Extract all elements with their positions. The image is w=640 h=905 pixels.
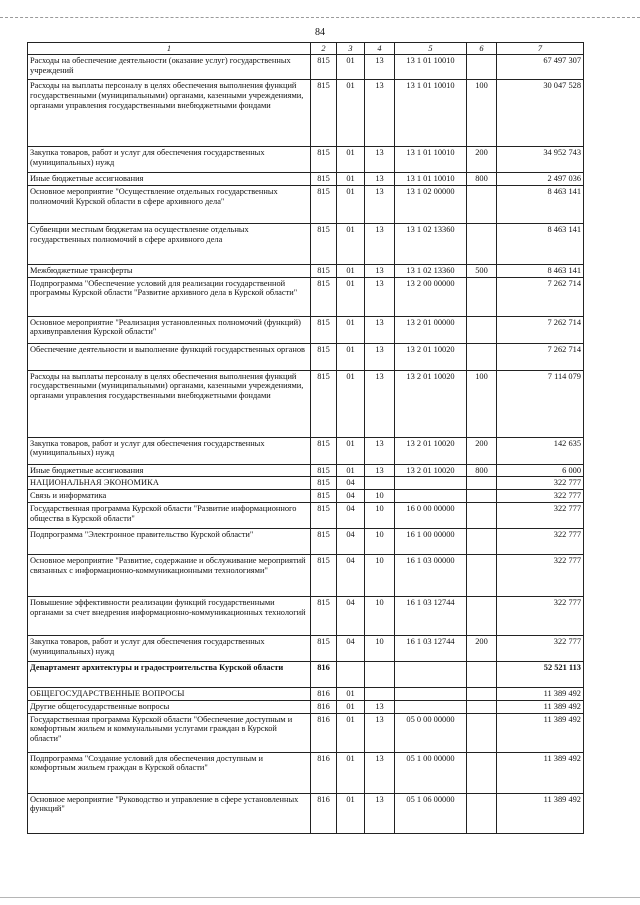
row-amount: 34 952 743	[497, 147, 584, 173]
row-amount: 11 389 492	[497, 687, 584, 700]
row-name: Другие общегосударственные вопросы	[28, 700, 311, 713]
row-target-article: 05 1 06 00000	[395, 793, 467, 833]
row-target-article: 16 1 03 12744	[395, 635, 467, 661]
row-section-code: 04	[337, 502, 365, 528]
header-cell-1: 1	[28, 43, 311, 55]
table-row	[28, 661, 584, 687]
row-target-article	[395, 700, 467, 713]
row-ministry-code: 815	[311, 477, 337, 490]
row-subsection-code: 10	[365, 528, 395, 554]
row-amount: 30 047 528	[497, 80, 584, 147]
row-expense-type	[467, 55, 497, 80]
row-section-code: 01	[337, 223, 365, 264]
row-section-code: 01	[337, 185, 365, 223]
table-row	[28, 490, 584, 503]
table-row	[28, 80, 584, 147]
row-target-article	[395, 661, 467, 687]
row-expense-type	[467, 223, 497, 264]
row-ministry-code: 815	[311, 147, 337, 173]
row-ministry-code: 815	[311, 264, 337, 277]
table-row	[28, 528, 584, 554]
row-name: Основное мероприятие "Развитие, содержание и обслуживание мероприятий связанных с информационно-коммуникационными технологиями"	[28, 554, 311, 596]
row-amount: 322 777	[497, 490, 584, 503]
row-name: Основное мероприятие "Осуществление отдельных государственных полномочий Курской области в сфере архивного дела"	[28, 185, 311, 223]
row-section-code: 01	[337, 173, 365, 186]
row-expense-type	[467, 554, 497, 596]
row-amount: 322 777	[497, 635, 584, 661]
row-section-code: 01	[337, 316, 365, 343]
row-section-code: 01	[337, 55, 365, 80]
row-expense-type	[467, 343, 497, 370]
row-subsection-code: 13	[365, 316, 395, 343]
row-ministry-code: 816	[311, 687, 337, 700]
row-target-article: 13 2 01 00000	[395, 316, 467, 343]
row-section-code: 04	[337, 635, 365, 661]
row-name: Расходы на обеспечение деятельности (оказание услуг) государственных учреждений	[28, 55, 311, 80]
row-section-code: 01	[337, 713, 365, 752]
row-subsection-code: 13	[365, 173, 395, 186]
row-ministry-code: 815	[311, 80, 337, 147]
row-subsection-code: 10	[365, 635, 395, 661]
row-ministry-code: 815	[311, 173, 337, 186]
row-section-code: 01	[337, 343, 365, 370]
row-subsection-code: 10	[365, 554, 395, 596]
row-subsection-code: 10	[365, 596, 395, 635]
header-row	[28, 43, 584, 55]
row-target-article	[395, 490, 467, 503]
row-subsection-code: 13	[365, 752, 395, 793]
row-expense-type: 100	[467, 370, 497, 437]
row-expense-type	[467, 316, 497, 343]
row-target-article: 16 1 00 00000	[395, 528, 467, 554]
row-subsection-code	[365, 661, 395, 687]
row-subsection-code: 13	[365, 793, 395, 833]
row-name: Подпрограмма "Создание условий для обеспечения доступным и комфортным жильем граждан в Курской области"	[28, 752, 311, 793]
row-subsection-code: 13	[365, 185, 395, 223]
row-amount: 67 497 307	[497, 55, 584, 80]
table-row	[28, 502, 584, 528]
row-amount: 11 389 492	[497, 793, 584, 833]
row-expense-type	[467, 596, 497, 635]
row-ministry-code: 815	[311, 437, 337, 464]
row-section-code: 01	[337, 437, 365, 464]
row-amount: 52 521 113	[497, 661, 584, 687]
row-target-article: 16 1 03 12744	[395, 596, 467, 635]
row-subsection-code: 13	[365, 277, 395, 316]
row-name: Департамент архитектуры и градостроительства Курской области	[28, 661, 311, 687]
row-target-article: 05 1 00 00000	[395, 752, 467, 793]
header-cell-3: 3	[337, 43, 365, 55]
header-cell-4: 4	[365, 43, 395, 55]
row-expense-type	[467, 490, 497, 503]
row-name: Обеспечение деятельности и выполнение функций государственных органов	[28, 343, 311, 370]
row-expense-type	[467, 793, 497, 833]
row-section-code: 01	[337, 370, 365, 437]
row-amount: 2 497 036	[497, 173, 584, 186]
row-section-code: 04	[337, 528, 365, 554]
row-subsection-code: 13	[365, 264, 395, 277]
table-row	[28, 55, 584, 80]
row-subsection-code: 13	[365, 223, 395, 264]
row-subsection-code: 13	[365, 80, 395, 147]
row-target-article: 13 2 01 10020	[395, 370, 467, 437]
row-name: Иные бюджетные ассигнования	[28, 173, 311, 186]
row-expense-type: 200	[467, 437, 497, 464]
row-expense-type: 500	[467, 264, 497, 277]
row-expense-type	[467, 713, 497, 752]
row-ministry-code: 816	[311, 700, 337, 713]
row-expense-type	[467, 477, 497, 490]
row-amount: 322 777	[497, 502, 584, 528]
table-row	[28, 370, 584, 437]
row-name: ОБЩЕГОСУДАРСТВЕННЫЕ ВОПРОСЫ	[28, 687, 311, 700]
row-ministry-code: 815	[311, 185, 337, 223]
row-section-code: 01	[337, 700, 365, 713]
row-ministry-code: 815	[311, 223, 337, 264]
row-section-code: 01	[337, 793, 365, 833]
row-amount: 322 777	[497, 596, 584, 635]
table-row	[28, 554, 584, 596]
row-ministry-code: 815	[311, 554, 337, 596]
row-name: Подпрограмма "Обеспечение условий для реализации государственной программы Курской области "Развитие архивного дела в Курской области"	[28, 277, 311, 316]
table-row	[28, 464, 584, 477]
row-target-article: 13 1 01 10010	[395, 173, 467, 186]
row-subsection-code: 13	[365, 147, 395, 173]
row-amount: 7 262 714	[497, 316, 584, 343]
row-amount: 7 262 714	[497, 277, 584, 316]
header-cell-6: 6	[467, 43, 497, 55]
row-target-article: 13 2 01 10020	[395, 464, 467, 477]
row-amount: 8 463 141	[497, 185, 584, 223]
row-subsection-code: 13	[365, 437, 395, 464]
row-target-article: 13 2 01 10020	[395, 343, 467, 370]
table-row	[28, 185, 584, 223]
row-amount: 6 000	[497, 464, 584, 477]
row-ministry-code: 816	[311, 752, 337, 793]
row-ministry-code: 815	[311, 502, 337, 528]
row-expense-type: 200	[467, 147, 497, 173]
row-subsection-code: 13	[365, 464, 395, 477]
row-ministry-code: 815	[311, 490, 337, 503]
row-ministry-code: 815	[311, 528, 337, 554]
table-row	[28, 437, 584, 464]
row-expense-type	[467, 185, 497, 223]
row-target-article: 13 1 02 00000	[395, 185, 467, 223]
row-name: Иные бюджетные ассигнования	[28, 464, 311, 477]
scan-edge-bottom	[0, 897, 640, 898]
row-section-code: 04	[337, 554, 365, 596]
row-subsection-code	[365, 477, 395, 490]
row-target-article	[395, 687, 467, 700]
row-target-article: 16 0 00 00000	[395, 502, 467, 528]
row-amount: 322 777	[497, 554, 584, 596]
row-section-code: 01	[337, 264, 365, 277]
budget-table	[27, 42, 584, 834]
row-name: Закупка товаров, работ и услуг для обеспечения государственных (муниципальных) нужд	[28, 437, 311, 464]
row-ministry-code: 816	[311, 661, 337, 687]
table-row	[28, 264, 584, 277]
row-subsection-code	[365, 687, 395, 700]
row-section-code: 01	[337, 277, 365, 316]
row-name: Субвенции местным бюджетам на осуществление отдельных государственных полномочий в сфере архивного дела	[28, 223, 311, 264]
row-section-code: 01	[337, 464, 365, 477]
row-amount: 11 389 492	[497, 713, 584, 752]
row-name: НАЦИОНАЛЬНАЯ ЭКОНОМИКА	[28, 477, 311, 490]
row-section-code: 01	[337, 752, 365, 793]
row-ministry-code: 816	[311, 713, 337, 752]
row-section-code: 04	[337, 596, 365, 635]
table-row	[28, 793, 584, 833]
row-amount: 11 389 492	[497, 752, 584, 793]
row-name: Государственная программа Курской области "Обеспечение доступным и комфортным жильем и коммунальными услугами граждан в Курской области"	[28, 713, 311, 752]
row-section-code: 01	[337, 80, 365, 147]
row-target-article: 05 0 00 00000	[395, 713, 467, 752]
row-ministry-code: 815	[311, 370, 337, 437]
header-cell-5: 5	[395, 43, 467, 55]
header-cell-7: 7	[497, 43, 584, 55]
row-subsection-code: 13	[365, 343, 395, 370]
row-ministry-code: 815	[311, 343, 337, 370]
row-section-code: 04	[337, 490, 365, 503]
row-name: Подпрограмма "Электронное правительство Курской области"	[28, 528, 311, 554]
row-expense-type	[467, 277, 497, 316]
header-cell-2: 2	[311, 43, 337, 55]
table-row	[28, 596, 584, 635]
table-row	[28, 713, 584, 752]
row-expense-type: 200	[467, 635, 497, 661]
row-amount: 11 389 492	[497, 700, 584, 713]
table-row	[28, 316, 584, 343]
table-row	[28, 477, 584, 490]
row-expense-type	[467, 752, 497, 793]
table-row	[28, 147, 584, 173]
row-expense-type	[467, 528, 497, 554]
row-subsection-code: 13	[365, 700, 395, 713]
scan-edge-top	[0, 17, 640, 18]
row-target-article: 13 1 01 10010	[395, 55, 467, 80]
row-target-article: 13 1 01 10010	[395, 80, 467, 147]
row-amount: 8 463 141	[497, 264, 584, 277]
row-target-article: 16 1 03 00000	[395, 554, 467, 596]
row-subsection-code: 13	[365, 713, 395, 752]
row-name: Государственная программа Курской области "Развитие информационного общества в Курской области"	[28, 502, 311, 528]
table-row	[28, 343, 584, 370]
row-name: Расходы на выплаты персоналу в целях обеспечения выполнения функций государственными (муниципальными) органами, казенными учреждениями, органами управления государственными внебюджетными фондами	[28, 370, 311, 437]
row-amount: 322 777	[497, 477, 584, 490]
row-target-article: 13 1 02 13360	[395, 223, 467, 264]
row-name: Основное мероприятие "Реализация установленных полномочий (функций) архивуправления Курской области"	[28, 316, 311, 343]
row-name: Связь и информатика	[28, 490, 311, 503]
table-row	[28, 223, 584, 264]
table-row	[28, 277, 584, 316]
table-row	[28, 700, 584, 713]
row-section-code	[337, 661, 365, 687]
row-ministry-code: 815	[311, 316, 337, 343]
row-subsection-code: 10	[365, 502, 395, 528]
row-amount: 322 777	[497, 528, 584, 554]
row-ministry-code: 815	[311, 596, 337, 635]
row-expense-type	[467, 661, 497, 687]
table-row	[28, 173, 584, 186]
table-row	[28, 752, 584, 793]
row-name: Повышение эффективности реализации функций государственными органами за счет внедрения информационно-коммуникационных технологий	[28, 596, 311, 635]
row-name: Закупка товаров, работ и услуг для обеспечения государственных (муниципальных) нужд	[28, 635, 311, 661]
row-ministry-code: 816	[311, 793, 337, 833]
row-amount: 7 262 714	[497, 343, 584, 370]
row-target-article	[395, 477, 467, 490]
row-name: Межбюджетные трансферты	[28, 264, 311, 277]
row-expense-type: 800	[467, 464, 497, 477]
table-body	[28, 55, 584, 834]
row-name: Расходы на выплаты персоналу в целях обеспечения выполнения функций государственными (муниципальными) органами, казенными учреждениями, органами управления государственными внебюджетными фондами	[28, 80, 311, 147]
page-number: 84	[315, 27, 325, 38]
row-target-article: 13 2 01 10020	[395, 437, 467, 464]
row-expense-type: 100	[467, 80, 497, 147]
row-target-article: 13 2 00 00000	[395, 277, 467, 316]
row-subsection-code: 13	[365, 55, 395, 80]
table-row	[28, 635, 584, 661]
row-expense-type	[467, 700, 497, 713]
row-subsection-code: 13	[365, 370, 395, 437]
row-expense-type: 800	[467, 173, 497, 186]
row-expense-type	[467, 502, 497, 528]
row-ministry-code: 815	[311, 277, 337, 316]
row-ministry-code: 815	[311, 55, 337, 80]
row-name: Основное мероприятие "Руководство и управление в сфере установленных функций"	[28, 793, 311, 833]
row-ministry-code: 815	[311, 464, 337, 477]
row-section-code: 04	[337, 477, 365, 490]
table-row	[28, 687, 584, 700]
row-section-code: 01	[337, 687, 365, 700]
row-subsection-code: 10	[365, 490, 395, 503]
row-name: Закупка товаров, работ и услуг для обеспечения государственных (муниципальных) нужд	[28, 147, 311, 173]
row-section-code: 01	[337, 147, 365, 173]
row-target-article: 13 1 01 10010	[395, 147, 467, 173]
row-amount: 8 463 141	[497, 223, 584, 264]
row-target-article: 13 1 02 13360	[395, 264, 467, 277]
row-ministry-code: 815	[311, 635, 337, 661]
row-expense-type	[467, 687, 497, 700]
row-amount: 142 635	[497, 437, 584, 464]
row-amount: 7 114 079	[497, 370, 584, 437]
